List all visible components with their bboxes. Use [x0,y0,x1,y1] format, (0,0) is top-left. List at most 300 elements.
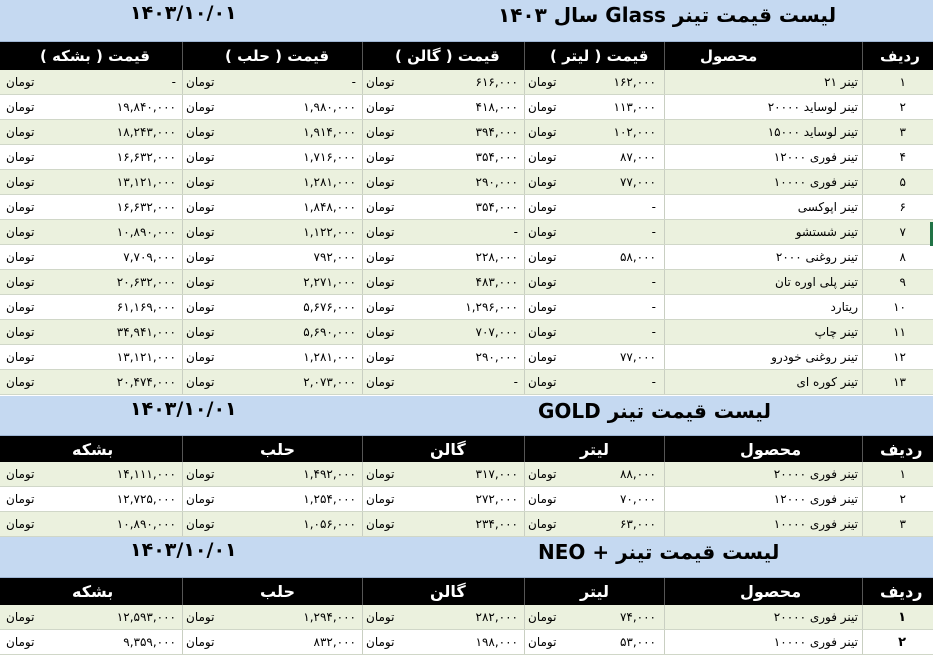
gold-cell-barrel[interactable]: ۱۴,۱۱۱,۰۰۰ [116,467,176,481]
gold-header-divider [524,436,525,462]
gold-header-divider [664,436,665,462]
glass-cell-barrel[interactable]: ۳۴,۹۴۱,۰۰۰ [116,325,176,339]
glass-cell-idx[interactable]: ۹ [899,275,906,289]
glass-currency-can: تومان [186,100,215,114]
cell-divider [862,487,863,511]
cell-divider [524,630,525,654]
cell-divider [362,370,363,394]
neo-header-product: محصول [740,582,802,601]
glass-title: لیست قیمت تینر Glass سال ۱۴۰۳ [498,3,837,27]
gold-header-row [0,436,933,462]
gold-header-divider [862,436,863,462]
gold-cell-liter[interactable]: ۶۳,۰۰۰ [619,517,656,531]
glass-cell-barrel[interactable]: ۱۳,۱۲۱,۰۰۰ [116,350,176,364]
cell-divider [182,512,183,536]
neo-header-can: حلب [260,582,295,601]
glass-table-row[interactable] [0,220,933,245]
glass-cell-barrel[interactable]: ۲۰,۶۳۲,۰۰۰ [116,275,176,289]
glass-currency-gallon: تومان [366,100,395,114]
gold-currency-liter: تومان [528,492,557,506]
glass-currency-barrel: تومان [6,225,35,239]
glass-cell-liter[interactable]: - [651,375,656,389]
neo-header-index: ردیف [880,582,923,601]
glass-header-divider [182,42,183,70]
glass-cell-can[interactable]: ۷۹۲,۰۰۰ [313,250,356,264]
gold-currency-barrel: تومان [6,517,35,531]
gold-table-row[interactable] [0,512,933,537]
glass-cell-gallon[interactable]: ۳۵۴,۰۰۰ [475,150,518,164]
gold-currency-gallon: تومان [366,492,395,506]
glass-currency-gallon: تومان [366,350,395,364]
neo-date: ۱۴۰۳/۱۰/۰۱ [130,539,237,561]
cell-divider [362,270,363,294]
glass-cell-liter[interactable]: - [651,300,656,314]
cell-divider [362,320,363,344]
gold-cell-idx[interactable]: ۳ [899,517,906,531]
glass-cell-name[interactable]: تینر چاپ [814,325,858,339]
gold-currency-barrel: تومان [6,492,35,506]
gold-currency-can: تومان [186,517,215,531]
glass-currency-can: تومان [186,150,215,164]
cell-divider [182,320,183,344]
gold-currency-can: تومان [186,467,215,481]
cell-divider [664,170,665,194]
gold-currency-barrel: تومان [6,467,35,481]
gold-cell-name[interactable]: تینر فوری ۲۰۰۰۰ [773,467,858,481]
gold-table-row[interactable] [0,462,933,487]
gold-header-gallon: گالن [430,439,466,459]
cell-divider [664,220,665,244]
glass-header-liter: قیمت ( لیتر ) [550,47,649,65]
glass-header-divider [664,42,665,70]
glass-cell-gallon[interactable]: ۲۲۸,۰۰۰ [475,250,518,264]
glass-currency-barrel: تومان [6,375,35,389]
cell-divider [664,370,665,394]
glass-cell-idx[interactable]: ۱۰ [893,300,906,314]
glass-currency-can: تومان [186,125,215,139]
gold-currency-gallon: تومان [366,517,395,531]
gold-cell-gallon[interactable]: ۲۷۲,۰۰۰ [475,492,518,506]
glass-cell-liter[interactable]: ۱۰۲,۰۰۰ [613,125,656,139]
neo-cell-barrel[interactable]: ۹,۳۵۹,۰۰۰ [123,635,176,649]
glass-cell-barrel[interactable]: ۷,۷۰۹,۰۰۰ [123,250,176,264]
cell-divider [664,605,665,629]
glass-table-row[interactable] [0,245,933,270]
cell-divider [664,295,665,319]
glass-table-row[interactable] [0,320,933,345]
glass-currency-liter: تومان [528,75,557,89]
cell-divider [362,70,363,94]
glass-cell-gallon[interactable]: ۶۱۶,۰۰۰ [475,75,518,89]
glass-cell-name[interactable]: ریتارد [830,300,858,314]
gold-cell-gallon[interactable]: ۳۱۷,۰۰۰ [475,467,518,481]
cell-divider [524,245,525,269]
glass-header-product: محصول [700,47,758,65]
glass-cell-gallon[interactable]: ۴۱۸,۰۰۰ [475,100,518,114]
cell-divider [862,120,863,144]
glass-cell-barrel[interactable]: - [171,75,176,89]
neo-cell-gallon[interactable]: ۱۹۸,۰۰۰ [475,635,518,649]
cell-divider [862,462,863,486]
glass-cell-name[interactable]: تینر لوساید ۱۵۰۰۰ [767,125,858,139]
glass-cell-name[interactable]: تینر ۲۱ [824,75,858,89]
neo-currency-liter: تومان [528,610,557,624]
gold-currency-can: تومان [186,492,215,506]
cell-divider [524,270,525,294]
glass-table-row[interactable] [0,145,933,170]
gold-cell-name[interactable]: تینر فوری ۱۲۰۰۰ [773,492,858,506]
glass-cell-can[interactable]: ۵,۶۷۶,۰۰۰ [303,300,356,314]
gold-currency-gallon: تومان [366,467,395,481]
glass-table-row[interactable] [0,170,933,195]
neo-cell-name[interactable]: تینر فوری ۱۰۰۰۰ [773,635,858,649]
glass-cell-liter[interactable]: ۱۶۲,۰۰۰ [613,75,656,89]
glass-cell-idx[interactable]: ۸ [899,250,906,264]
neo-header-divider [664,578,665,605]
glass-header-index: ردیف [880,47,920,65]
cell-divider [524,512,525,536]
glass-cell-idx[interactable]: ۲ [899,100,906,114]
glass-cell-can[interactable]: ۱,۷۱۶,۰۰۰ [303,150,356,164]
neo-cell-liter[interactable]: ۵۳,۰۰۰ [619,635,656,649]
gold-title-band [0,396,933,436]
neo-header-divider [862,578,863,605]
glass-cell-barrel[interactable]: ۱۹,۸۴۰,۰۰۰ [116,100,176,114]
glass-cell-gallon[interactable]: ۳۵۴,۰۰۰ [475,200,518,214]
glass-currency-gallon: تومان [366,175,395,189]
glass-currency-barrel: تومان [6,250,35,264]
glass-currency-barrel: تومان [6,200,35,214]
cell-divider [862,145,863,169]
glass-currency-can: تومان [186,175,215,189]
glass-currency-gallon: تومان [366,325,395,339]
glass-table-row[interactable] [0,270,933,295]
glass-cell-idx[interactable]: ۱۲ [893,350,906,364]
glass-cell-can[interactable]: ۱,۸۴۸,۰۰۰ [303,200,356,214]
gold-cell-name[interactable]: تینر فوری ۱۰۰۰۰ [773,517,858,531]
cell-divider [524,95,525,119]
gold-date: ۱۴۰۳/۱۰/۰۱ [130,398,237,420]
cell-divider [862,370,863,394]
cell-divider [664,320,665,344]
glass-table-row[interactable] [0,345,933,370]
glass-header-barrel: قیمت ( بشکه ) [40,47,150,65]
glass-cell-can[interactable]: ۲,۰۷۳,۰۰۰ [303,375,356,389]
glass-cell-name[interactable]: تینر لوساید ۲۰۰۰۰ [767,100,858,114]
neo-header-liter: لیتر [580,582,610,601]
glass-cell-barrel[interactable]: ۱۰,۸۹۰,۰۰۰ [116,225,176,239]
glass-table-row[interactable] [0,120,933,145]
glass-currency-liter: تومان [528,325,557,339]
neo-cell-name[interactable]: تینر فوری ۲۰۰۰۰ [773,610,858,624]
glass-cell-idx[interactable]: ۱۳ [893,375,906,389]
cell-divider [182,462,183,486]
glass-currency-gallon: تومان [366,225,395,239]
cell-divider [862,605,863,629]
gold-title: لیست قیمت تینر GOLD [538,399,771,423]
glass-cell-gallon[interactable]: ۲۹۰,۰۰۰ [475,350,518,364]
glass-currency-liter: تومان [528,225,557,239]
cell-divider [524,295,525,319]
glass-cell-barrel[interactable]: ۱۶,۶۳۲,۰۰۰ [116,150,176,164]
cell-divider [182,630,183,654]
glass-table-row[interactable] [0,295,933,320]
cell-divider [362,630,363,654]
glass-cell-gallon[interactable]: ۴۸۳,۰۰۰ [475,275,518,289]
cell-divider [664,120,665,144]
cell-divider [182,345,183,369]
glass-currency-liter: تومان [528,300,557,314]
cell-divider [182,220,183,244]
glass-cell-liter[interactable]: - [651,325,656,339]
neo-title-band [0,537,933,578]
glass-currency-can: تومان [186,350,215,364]
gold-cell-barrel[interactable]: ۱۲,۷۲۵,۰۰۰ [116,492,176,506]
glass-cell-can[interactable]: ۱,۲۸۱,۰۰۰ [303,175,356,189]
cell-divider [664,95,665,119]
cell-divider [362,195,363,219]
glass-cell-gallon[interactable]: - [513,375,518,389]
glass-cell-can[interactable]: ۱,۱۲۲,۰۰۰ [303,225,356,239]
glass-cell-gallon[interactable]: ۲۹۰,۰۰۰ [475,175,518,189]
glass-cell-liter[interactable]: - [651,275,656,289]
cell-divider [524,145,525,169]
gold-cell-idx[interactable]: ۲ [899,492,906,506]
glass-currency-barrel: تومان [6,325,35,339]
neo-cell-idx[interactable]: ۱ [898,610,906,625]
glass-currency-barrel: تومان [6,100,35,114]
glass-cell-idx[interactable]: ۱۱ [893,325,906,339]
cell-divider [362,295,363,319]
cell-divider [524,462,525,486]
glass-cell-name[interactable]: تینر اپوکسی [797,200,858,214]
glass-cell-name[interactable]: تینر روغنی خودرو [771,350,858,364]
glass-cell-gallon[interactable]: ۳۹۴,۰۰۰ [475,125,518,139]
gold-cell-idx[interactable]: ۱ [899,467,906,481]
cell-divider [862,195,863,219]
glass-cell-liter[interactable]: ۸۷,۰۰۰ [619,150,656,164]
glass-cell-name[interactable]: تینر فوری ۱۰۰۰۰ [773,175,858,189]
glass-cell-gallon[interactable]: - [513,225,518,239]
neo-table-row[interactable] [0,630,933,655]
glass-currency-liter: تومان [528,175,557,189]
neo-table-row[interactable] [0,605,933,630]
glass-currency-can: تومان [186,325,215,339]
glass-cell-barrel[interactable]: ۱۶,۶۳۲,۰۰۰ [116,200,176,214]
neo-currency-gallon: تومان [366,610,395,624]
neo-cell-idx[interactable]: ۲ [898,635,906,650]
gold-cell-liter[interactable]: ۸۸,۰۰۰ [619,467,656,481]
cell-divider [182,487,183,511]
cell-divider [524,220,525,244]
glass-currency-liter: تومان [528,150,557,164]
cell-divider [362,120,363,144]
glass-cell-idx[interactable]: ۷ [899,225,906,239]
neo-currency-liter: تومان [528,635,557,649]
glass-cell-can[interactable]: ۱,۲۸۱,۰۰۰ [303,350,356,364]
gold-cell-can[interactable]: ۱,۰۵۶,۰۰۰ [303,517,356,531]
neo-title: لیست قیمت تینر + NEO [538,540,780,564]
glass-currency-can: تومان [186,225,215,239]
cell-divider [664,270,665,294]
cell-divider [862,95,863,119]
glass-cell-idx[interactable]: ۶ [899,200,906,214]
glass-currency-can: تومان [186,200,215,214]
cell-divider [524,120,525,144]
glass-cell-name[interactable]: تینر پلی اوره تان [775,275,858,289]
cell-divider [362,462,363,486]
glass-currency-barrel: تومان [6,350,35,364]
glass-currency-gallon: تومان [366,150,395,164]
cell-divider [182,145,183,169]
glass-header-divider [524,42,525,70]
neo-currency-gallon: تومان [366,635,395,649]
glass-currency-can: تومان [186,375,215,389]
cell-divider [524,320,525,344]
gold-cell-can[interactable]: ۱,۲۵۴,۰۰۰ [303,492,356,506]
glass-cell-gallon[interactable]: ۷۰۷,۰۰۰ [475,325,518,339]
glass-table-row[interactable] [0,370,933,395]
cell-divider [862,220,863,244]
glass-cell-barrel[interactable]: ۲۰,۴۷۴,۰۰۰ [116,375,176,389]
glass-cell-can[interactable]: ۱,۹۱۴,۰۰۰ [303,125,356,139]
neo-header-divider [182,578,183,605]
glass-cell-liter[interactable]: - [651,200,656,214]
neo-cell-gallon[interactable]: ۲۸۲,۰۰۰ [475,610,518,624]
glass-cell-name[interactable]: تینر روغنی ۲۰۰۰ [775,250,858,264]
cell-divider [664,487,665,511]
glass-currency-liter: تومان [528,125,557,139]
neo-cell-can[interactable]: ۸۳۲,۰۰۰ [313,635,356,649]
glass-cell-can[interactable]: - [351,75,356,89]
glass-cell-idx[interactable]: ۴ [899,150,906,164]
glass-currency-gallon: تومان [366,375,395,389]
glass-cell-liter[interactable]: - [651,225,656,239]
glass-currency-gallon: تومان [366,125,395,139]
cell-divider [182,245,183,269]
glass-cell-gallon[interactable]: ۱,۲۹۶,۰۰۰ [465,300,518,314]
neo-header-gallon: گالن [430,582,466,601]
gold-currency-liter: تومان [528,467,557,481]
glass-header-can: قیمت ( حلب ) [225,47,330,65]
glass-header-row [0,42,933,70]
cell-divider [182,95,183,119]
neo-header-divider [524,578,525,605]
glass-currency-barrel: تومان [6,175,35,189]
glass-currency-gallon: تومان [366,200,395,214]
cell-divider [362,145,363,169]
cell-divider [664,245,665,269]
glass-currency-barrel: تومان [6,75,35,89]
neo-header-row [0,578,933,605]
cell-divider [862,245,863,269]
glass-cell-barrel[interactable]: ۱۸,۲۴۳,۰۰۰ [116,125,176,139]
gold-table-row[interactable] [0,487,933,512]
gold-cell-liter[interactable]: ۷۰,۰۰۰ [619,492,656,506]
cell-divider [182,170,183,194]
glass-cell-name[interactable]: تینر شستشو [795,225,858,239]
glass-cell-can[interactable]: ۲,۲۷۱,۰۰۰ [303,275,356,289]
cell-divider [362,245,363,269]
glass-currency-gallon: تومان [366,75,395,89]
cell-divider [862,170,863,194]
glass-table-row[interactable] [0,70,933,95]
gold-cell-gallon[interactable]: ۲۳۴,۰۰۰ [475,517,518,531]
glass-cell-idx[interactable]: ۱ [899,75,906,89]
glass-cell-name[interactable]: تینر فوری ۱۲۰۰۰ [773,150,858,164]
cell-divider [664,195,665,219]
glass-cell-idx[interactable]: ۳ [899,125,906,139]
gold-cell-can[interactable]: ۱,۴۹۲,۰۰۰ [303,467,356,481]
gold-header-divider [362,436,363,462]
glass-currency-can: تومان [186,75,215,89]
cell-divider [664,512,665,536]
neo-currency-barrel: تومان [6,635,35,649]
glass-header-gallon: قیمت ( گالن ) [395,47,500,65]
glass-currency-barrel: تومان [6,300,35,314]
cell-divider [182,195,183,219]
cell-divider [862,512,863,536]
gold-currency-liter: تومان [528,517,557,531]
cell-divider [362,220,363,244]
cell-divider [182,270,183,294]
glass-table-row[interactable] [0,95,933,120]
neo-header-barrel: بشکه [72,582,114,601]
glass-header-divider [362,42,363,70]
neo-currency-can: تومان [186,635,215,649]
glass-cell-idx[interactable]: ۵ [899,175,906,189]
glass-date: ۱۴۰۳/۱۰/۰۱ [130,2,237,24]
cell-divider [664,345,665,369]
glass-cell-barrel[interactable]: ۶۱,۱۶۹,۰۰۰ [116,300,176,314]
glass-cell-liter[interactable]: ۵۸,۰۰۰ [619,250,656,264]
cell-divider [362,605,363,629]
cell-divider [362,512,363,536]
glass-cell-can[interactable]: ۱,۹۸۰,۰۰۰ [303,100,356,114]
cell-divider [362,170,363,194]
glass-cell-name[interactable]: تینر کوره ای [796,375,858,389]
gold-cell-barrel[interactable]: ۱۰,۸۹۰,۰۰۰ [116,517,176,531]
glass-currency-can: تومان [186,250,215,264]
cell-divider [524,605,525,629]
glass-title-band [0,0,933,42]
gold-header-index: ردیف [880,439,923,459]
cell-divider [362,95,363,119]
neo-cell-barrel[interactable]: ۱۲,۵۹۳,۰۰۰ [116,610,176,624]
glass-cell-barrel[interactable]: ۱۳,۱۲۱,۰۰۰ [116,175,176,189]
cell-divider [524,487,525,511]
cell-divider [664,462,665,486]
cell-divider [664,70,665,94]
glass-currency-liter: تومان [528,200,557,214]
glass-currency-liter: تومان [528,350,557,364]
glass-currency-can: تومان [186,275,215,289]
neo-cell-liter[interactable]: ۷۴,۰۰۰ [619,610,656,624]
cell-divider [524,345,525,369]
glass-cell-liter[interactable]: ۱۱۳,۰۰۰ [613,100,656,114]
glass-cell-liter[interactable]: ۷۷,۰۰۰ [619,175,656,189]
cell-divider [182,70,183,94]
glass-cell-liter[interactable]: ۷۷,۰۰۰ [619,350,656,364]
glass-table-row[interactable] [0,195,933,220]
neo-cell-can[interactable]: ۱,۲۹۴,۰۰۰ [303,610,356,624]
glass-cell-can[interactable]: ۵,۶۹۰,۰۰۰ [303,325,356,339]
glass-currency-liter: تومان [528,250,557,264]
glass-currency-gallon: تومان [366,300,395,314]
glass-currency-liter: تومان [528,375,557,389]
glass-currency-gallon: تومان [366,275,395,289]
cell-divider [862,70,863,94]
